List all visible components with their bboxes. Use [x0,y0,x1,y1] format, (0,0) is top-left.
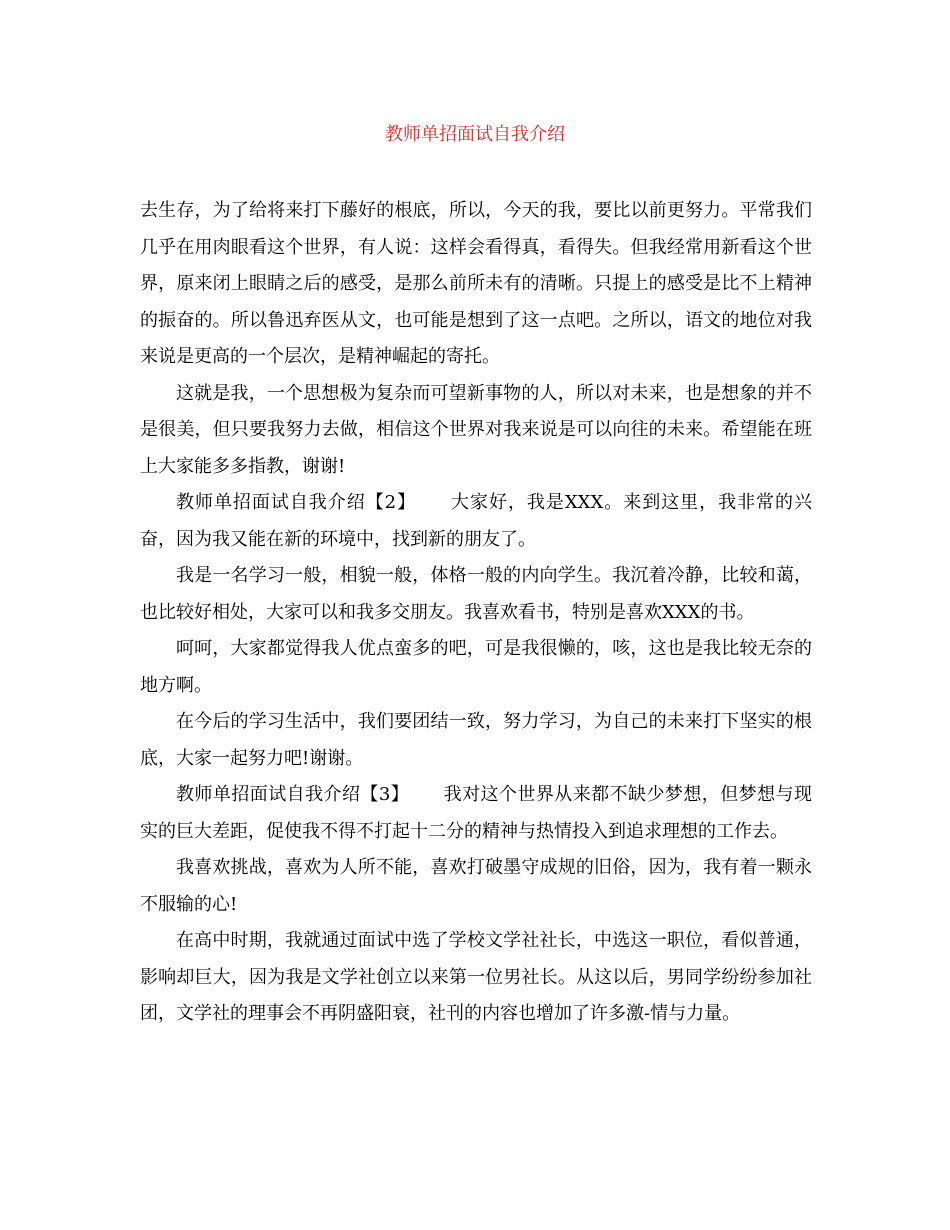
paragraph-text: 呵呵，大家都觉得我人优点蛮多的吧，可是我很懒的，咳，这也是我比较无奈的地方啊。 [140,638,812,696]
paragraph-8 [140,850,812,923]
paragraph-text: 我是一名学习一般，相貌一般，体格一般的内向学生。我沉着冷静，比较和蔼，也比较好相处，大家可以和我多交朋友。我喜欢看书，特别是喜欢XXX的书。 [140,565,812,623]
section-heading: 教师单招面试自我介绍【2】 [176,492,417,513]
paragraph-2 [140,376,812,486]
section-heading: 教师单招面试自我介绍【3】 [176,784,410,805]
paragraph-text: 我喜欢挑战，喜欢为人所不能，喜欢打破墨守成规的旧俗，因为，我有着一颗永不服输的心! [140,857,812,915]
paragraph-text: 在今后的学习生活中，我们要团结一致，努力学习，为自己的未来打下坚实的根底，大家一起努力吧!谢谢。 [140,711,812,769]
paragraph-text: 在高中时期，我就通过面试中选了学校文学社社长，中选这一职位，看似普通，影响却巨大，因为我是文学社创立以来第一位男社长。从这以后，男同学纷纷参加社团，文学社的理事会不再阴盛阳衰，社刊的内容也增加了许多激-情与力量。 [140,930,812,1024]
paragraph-7 [140,777,812,850]
paragraph-text: 这就是我，一个思想极为复杂而可望新事物的人，所以对未来，也是想象的并不是很美，但只要我努力去做，相信这个世界对我来说是可以向往的未来。希望能在班上大家能多多指教，谢谢! [140,382,812,477]
paragraph-6 [140,704,812,777]
paragraph-5 [140,631,812,704]
page-title: 教师单招面试自我介绍 [385,124,565,145]
paragraph-3 [140,485,812,558]
paragraph-9 [140,923,812,1033]
document-body [140,193,812,1033]
paragraph-text: 去生存，为了给将来打下藤好的根底，所以，今天的我，要比以前更努力。平常我们几乎在用肉眼看这个世界，有人说：这样会看得真，看得失。但我经常用新看这个世界，原来闭上眼睛之后的感受，是那么前所未有的清晰。只提上的感受是比不上精神的振奋的。所以鲁迅弃医从文，也可能是想到了这一点吧。之所以，语文的地位对我来说是更高的一个层次，是精神崛起的寄托。 [140,200,812,367]
paragraph-1 [140,193,812,376]
paragraph-text: 大家好，我是XXX。来到这里，我非常的兴奋，因为我又能在新的环境中，找到新的朋友了。 [140,492,812,550]
paragraph-4 [140,558,812,631]
paragraph-text: 我对这个世界从来都不缺少梦想，但梦想与现实的巨大差距，促使我不得不打起十二分的精神与热情投入到追求理想的工作去。 [140,784,813,842]
